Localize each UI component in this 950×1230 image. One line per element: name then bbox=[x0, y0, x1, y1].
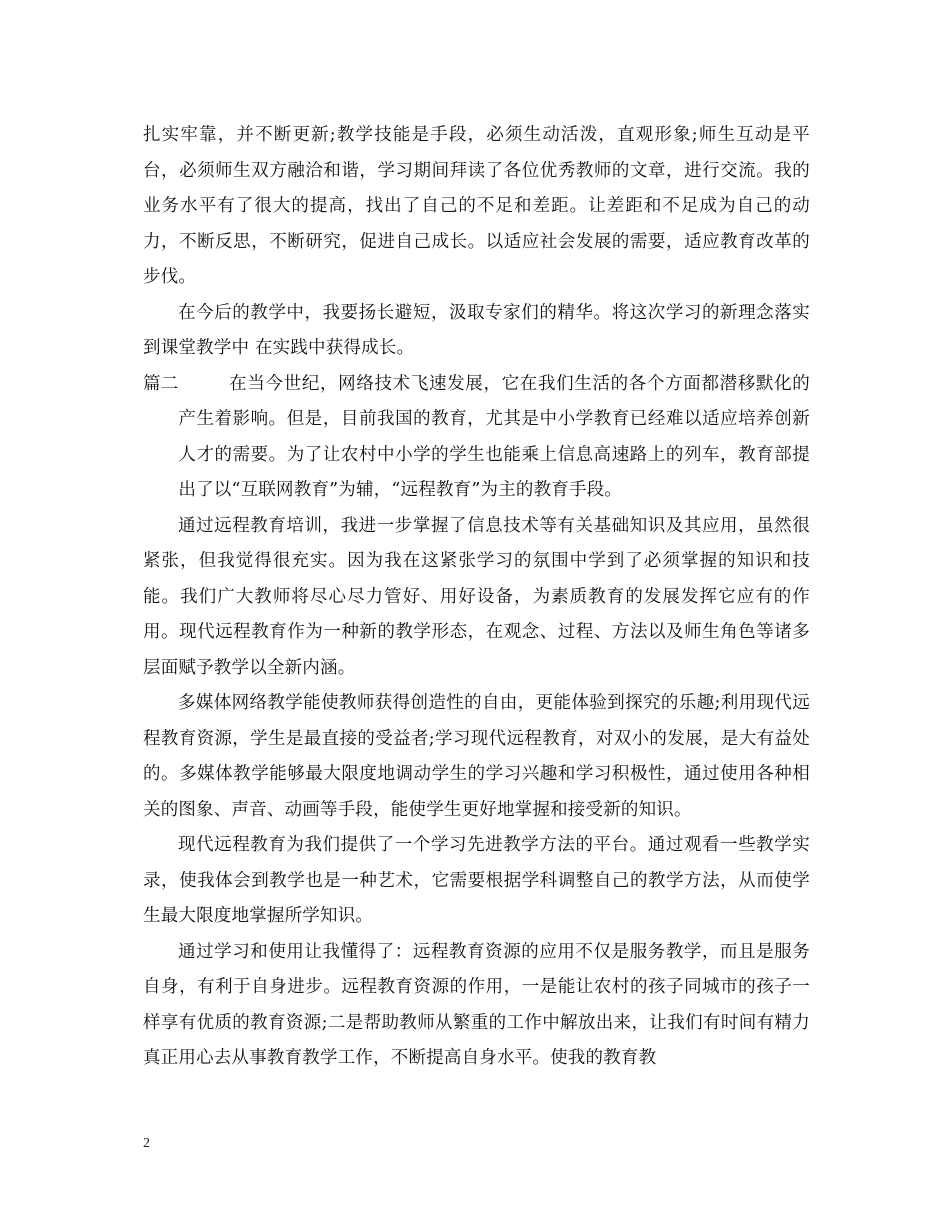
document-body bbox=[143, 118, 810, 1077]
page-number: 2 bbox=[143, 1136, 150, 1151]
paragraph-2: 在今后的教学中，我要扬长避短，汲取专家们的精华。将这次学习的新理念落实到课堂教学中 在实践中获得成长。 bbox=[143, 302, 810, 358]
paragraph-5: 多媒体网络教学能使教师获得创造性的自由，更能体验到探究的乐趣;利用现代远程教育资源，学生是最直接的受益者;学习现代远程教育，对双小的发展，是大有益处的。多媒体教学能够最大限度地调动学生的学习兴趣和学习积极性，通过使用各种相关的图象、声音、动画等手段，能使学生更好地掌握和接受新的知识。 bbox=[143, 693, 810, 820]
paragraph-4: 通过远程教育培训，我进一步掌握了信息技术等有关基础知识及其应用，虽然很紧张，但我觉得很充实。因为我在这紧张学习的氛围中学到了必须掌握的知识和技能。我们广大教师将尽心尽力管好、用好设备，为素质教育的发展发挥它应有的作用。现代远程教育作为一种新的教学形态，在观念、过程、方法以及师生角色等诸多层面赋予教学以全新内涵。 bbox=[143, 515, 810, 678]
paragraph-7: 通过学习和使用让我懂得了：远程教育资源的应用不仅是服务教学，而且是服务自身，有利于自身进步。远程教育资源的作用，一是能让农村的孩子同城市的孩子一样享有优质的教育资源;二是帮助教师从繁重的工作中解放出来，让我们有时间有精力真正用心去从事教育教学工作，不断提高自身水平。使我的教育教 bbox=[143, 941, 810, 1068]
section-label: 篇二 bbox=[143, 373, 179, 394]
paragraph-6: 现代远程教育为我们提供了一个学习先进教学方法的平台。通过观看一些教学实录，使我体会到教学也是一种艺术，它需要根据学科调整自己的教学方法，从而使学生最大限度地掌握所学知识。 bbox=[143, 835, 810, 926]
section-two-paragraph bbox=[143, 367, 810, 509]
paragraph-1: 扎实牢靠，并不断更新;教学技能是手段，必须生动活泼，直观形象;师生互动是平台，必须师生双方融洽和谐，学习期间拜读了各位优秀教师的文章，进行交流。我的业务水平有了很大的提高，找出了自己的不足和差距。让差距和不足成为自己的动力，不断反思，不断研究，促进自己成长。以适应社会发展的需要，适应教育改革的步伐。 bbox=[143, 125, 810, 287]
paragraph-3: 在当今世纪，网络技术飞速发展，它在我们生活的各个方面都潜移默化的产生着影响。但是，目前我国的教育，尤其是中小学教育已经难以适应培养创新人才的需要。为了让农村中小学的学生也能乘上信息高速路上的列车，教育部提出了以“互联网教育”为辅，“远程教育”为主的教育手段。 bbox=[178, 373, 810, 500]
